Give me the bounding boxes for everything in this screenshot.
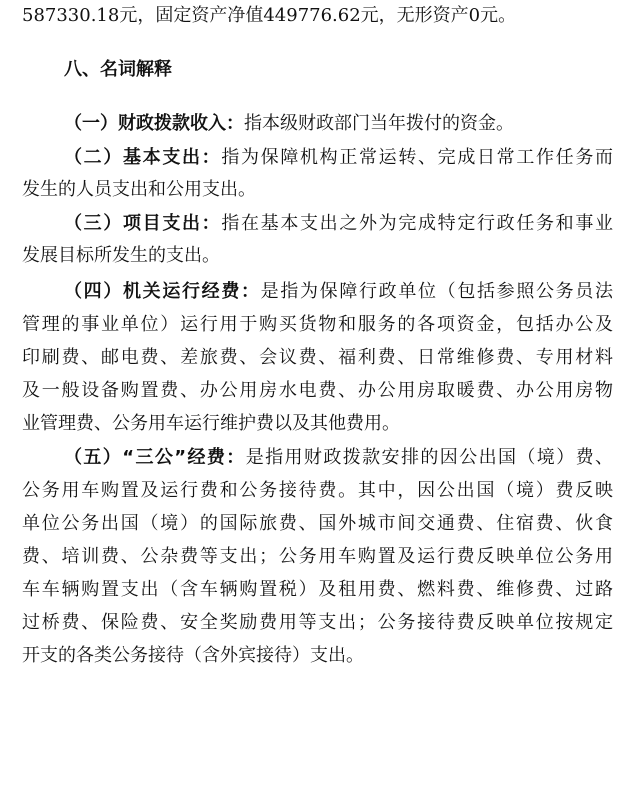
term-paragraph-1-line-1 — [64, 112, 613, 136]
term-label: （二）基本支出： — [64, 147, 222, 168]
term-paragraph-5-line-2: 公务用车购置及运行费和公务接待费。其中，因公出国（境）费反映 — [22, 480, 613, 501]
term-paragraph-5-line-3: 单位公务出国（境）的国际旅费、国外城市间交通费、住宿费、伙食 — [22, 513, 613, 534]
term-label: （四）机关运行经费： — [64, 281, 261, 302]
term-paragraph-2-line-1 — [64, 146, 613, 170]
term-paragraph-5-line-6: 过桥费、保险费、安全奖励费用等支出；公务接待费反映单位按规定 — [22, 612, 613, 633]
term-paragraph-4-line-2: 管理的事业单位）运行用于购买货物和服务的各项资金，包括办公及 — [22, 314, 613, 335]
term-text: 指为保障机构正常运转、完成日常工作任务而 — [221, 147, 614, 168]
term-paragraph-5-line-4: 费、培训费、公杂费等支出；公务用车购置及运行费反映单位公务用 — [22, 546, 613, 567]
continuation-line: 587330.18元，固定资产净值449776.62元，无形资产0元。 — [22, 5, 517, 26]
term-paragraph-2-line-2: 发生的人员支出和公用支出。 — [22, 179, 256, 200]
term-label: （一）财政拨款收入： — [64, 113, 244, 134]
term-paragraph-5-line-1 — [64, 446, 613, 470]
term-paragraph-3-line-1 — [64, 212, 613, 236]
term-text: 指本级财政部门当年拨付的资金。 — [244, 113, 514, 134]
term-paragraph-4-line-5: 业管理费、公务用车运行维护费以及其他费用。 — [22, 413, 400, 434]
term-paragraph-4-line-3: 印刷费、邮电费、差旅费、会议费、福利费、日常维修费、专用材料 — [22, 347, 613, 368]
term-text: 是指用财政拨款安排的因公出国（境）费、 — [245, 447, 613, 468]
term-paragraph-5-line-5: 车车辆购置支出（含车辆购置税）及租用费、燃料费、维修费、过路 — [22, 579, 613, 600]
term-paragraph-4-line-1 — [64, 280, 613, 304]
term-paragraph-3-line-2: 发展目标所发生的支出。 — [22, 245, 220, 266]
term-paragraph-4-line-4: 及一般设备购置费、办公用房水电费、办公用房取暖费、办公用房物 — [22, 380, 613, 401]
section-heading: 八、名词解释 — [64, 59, 172, 80]
term-text: 是指为保障行政单位（包括参照公务员法 — [260, 281, 614, 302]
term-label: （五）“三公”经费： — [64, 447, 246, 468]
term-text: 指在基本支出之外为完成特定行政任务和事业 — [221, 213, 614, 234]
term-paragraph-5-line-7: 开支的各类公务接待（含外宾接待）支出。 — [22, 645, 364, 666]
term-label: （三）项目支出： — [64, 213, 222, 234]
